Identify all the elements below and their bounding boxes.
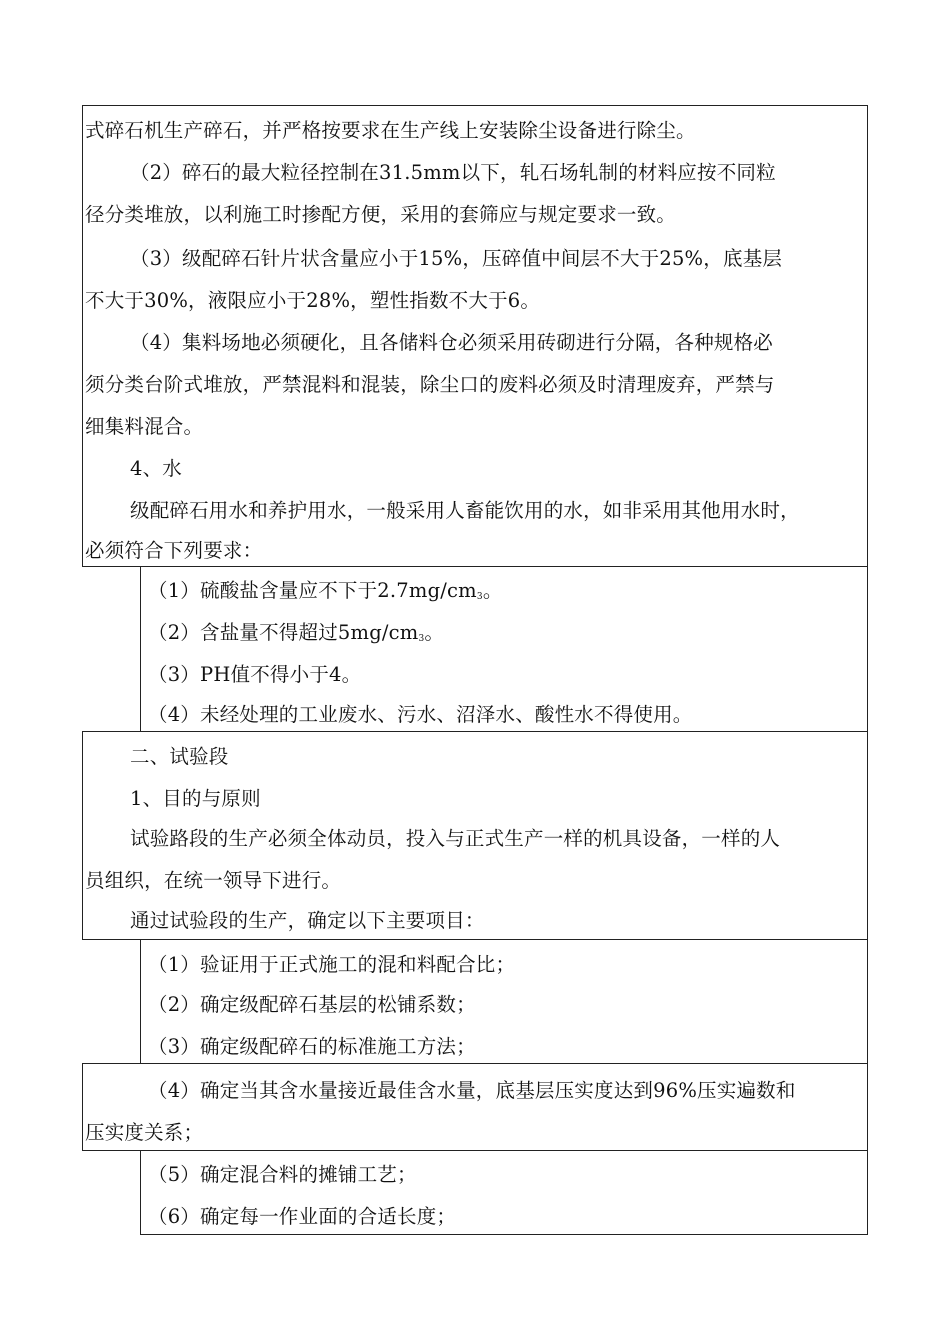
list-item: （5）确定混合料的摊铺工艺； xyxy=(148,1163,417,1186)
requirement-line: （3）PH值不得小于4。 xyxy=(148,663,362,686)
paragraph-line: 径分类堆放，以利施工时掺配方便，采用的套筛应与规定要求一致。 xyxy=(85,203,677,226)
requirement-line xyxy=(148,612,444,654)
requirement-line: （4）未经处理的工业废水、污水、沼泽水、酸性水不得使用。 xyxy=(148,703,693,726)
list-item: （3）确定级配碎石的标准施工方法； xyxy=(148,1035,476,1058)
paragraph-line: 细集料混合。 xyxy=(85,415,204,438)
list-item: （1）验证用于正式施工的混和料配合比； xyxy=(148,953,516,976)
paragraph-line: 须分类台阶式堆放，严禁混料和混装，除尘口的废料必须及时清理废弃，严禁与 xyxy=(85,373,775,396)
unit-subscript: 3 xyxy=(476,592,483,602)
unit-subscript: 3 xyxy=(418,634,425,644)
paragraph-line: 级配碎石用水和养护用水，一般采用人畜能饮用的水，如非采用其他用水时， xyxy=(130,499,800,522)
paragraph-line: 员组织，在统一领导下进行。 xyxy=(85,869,342,892)
list-item-continuation: 压实度关系； xyxy=(85,1121,204,1144)
list-item: （6）确定每一作业面的合适长度； xyxy=(148,1205,457,1228)
section-heading: 二、试验段 xyxy=(130,745,229,768)
paragraph-line: （4）集料场地必须硬化，且各储料仓必须采用砖砌进行分隔，各种规格必 xyxy=(130,331,774,354)
list-item: （2）确定级配碎石基层的松铺系数； xyxy=(148,993,476,1016)
paragraph-line: （2）碎石的最大粒径控制在31.5mm以下，轧石场轧制的材料应按不同粒 xyxy=(130,161,776,184)
list-item: （4）确定当其含水量接近最佳含水量，底基层压实度达到96%压实遍数和 xyxy=(148,1079,796,1102)
paragraph-line: （3）级配碎石针片状含量应小于15%，压碎值中间层不大于25%，底基层 xyxy=(130,247,783,270)
requirement-line xyxy=(148,570,503,612)
requirement-punct: 。 xyxy=(424,621,445,644)
section-heading: 4、水 xyxy=(130,457,183,480)
requirement-text: （1）硫酸盐含量应不下于2.7mg/cm xyxy=(148,579,477,602)
paragraph-line: 必须符合下列要求： xyxy=(85,539,263,562)
paragraph-line: 试验路段的生产必须全体动员，投入与正式生产一样的机具设备，一样的人 xyxy=(130,827,781,850)
requirement-punct: 。 xyxy=(482,579,503,602)
paragraph-line: 通过试验段的生产，确定以下主要项目： xyxy=(130,909,485,932)
requirement-text: （2）含盐量不得超过5mg/cm xyxy=(148,621,419,644)
paragraph-line: 式碎石机生产碎石，并严格按要求在生产线上安装除尘设备进行除尘。 xyxy=(85,119,696,142)
subsection-heading: 1、目的与原则 xyxy=(130,787,261,810)
paragraph-line: 不大于30%，液限应小于28%，塑性指数不大于6。 xyxy=(85,289,541,312)
